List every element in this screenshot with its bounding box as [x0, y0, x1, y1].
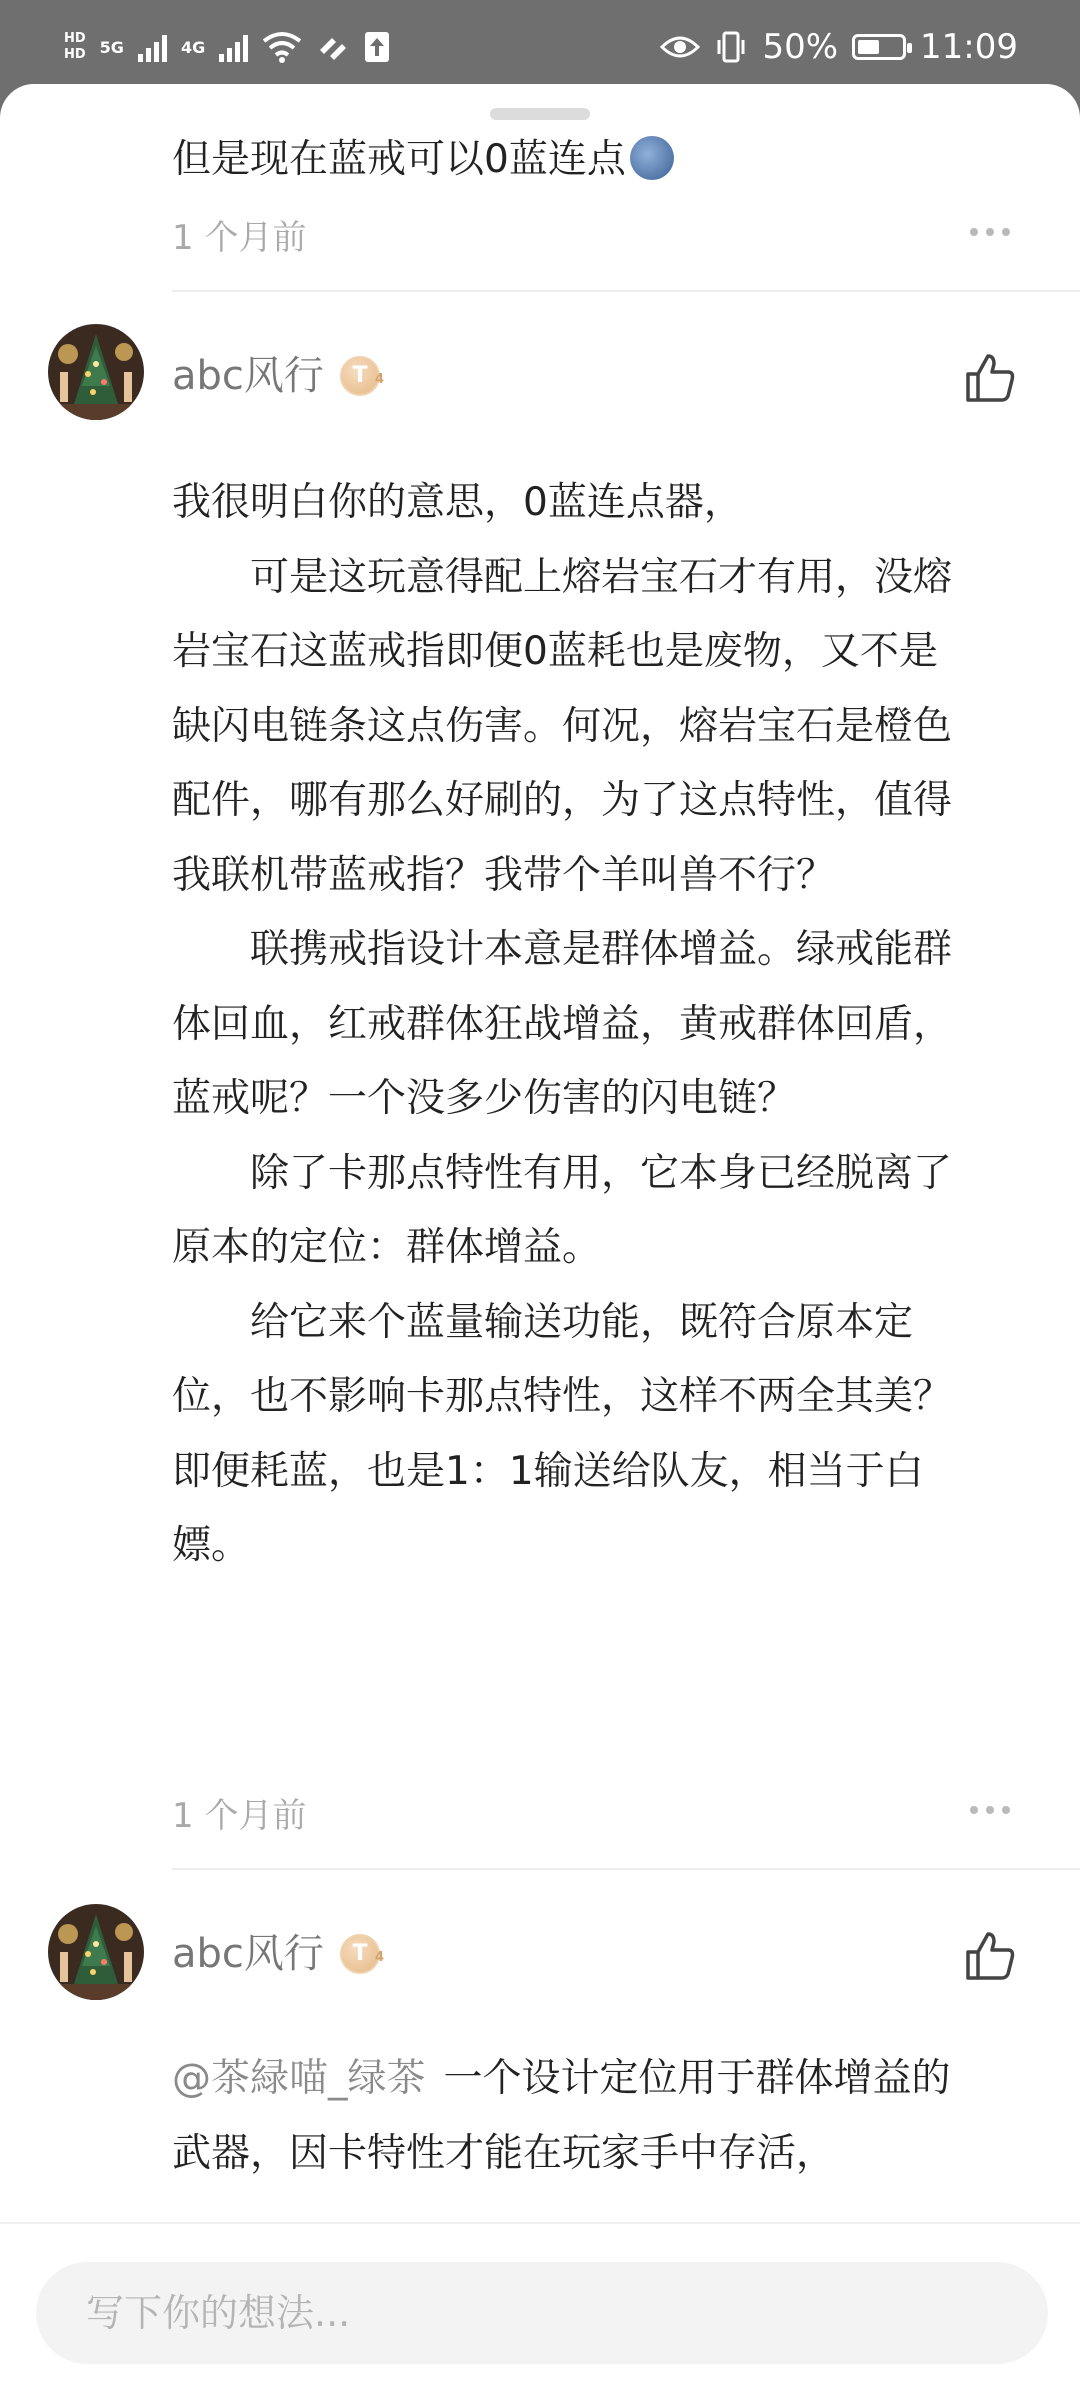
level-badge: T 4	[340, 1934, 380, 1974]
clock: 11:09	[920, 27, 1018, 67]
comment-input[interactable]: 写下你的想法...	[36, 2262, 1048, 2364]
vibrate-icon	[714, 30, 748, 64]
reply-text: 但是现在蓝戒可以0蓝连点	[172, 130, 1022, 190]
signal-icon	[138, 32, 167, 62]
moon-face-emoji	[630, 136, 674, 180]
battery-fill	[858, 40, 879, 54]
network-type-5g: 5G	[99, 37, 124, 57]
more-options-icon[interactable]	[970, 228, 1010, 238]
avatar[interactable]	[48, 1904, 144, 2000]
battery-icon	[852, 34, 906, 60]
thumbs-up-icon[interactable]	[962, 350, 1018, 406]
username[interactable]: abc风行	[172, 353, 324, 399]
user-mention[interactable]: @茶緑喵_绿茶	[172, 2056, 426, 2101]
level-badge: T 4	[340, 356, 380, 396]
avatar[interactable]	[48, 324, 144, 420]
comment-time: 1 个月前	[172, 1796, 307, 1836]
upload-icon	[364, 31, 390, 63]
network-type-4g: 4G	[180, 37, 206, 57]
comment-body: 我很明白你的意思，0蓝连点器， 可是这玩意得配上熔岩宝石才有用，没熔 岩宝石这蓝戒指即便0蓝耗也是废物，又不是 缺闪电链条这点伤害。何况，熔岩宝石是橙色 配件，哪有那么好刷的，为了这点特性，值得 我联机带蓝戒指？我带个羊叫兽不行？ 联携戒指设计本意是群体增益。绿戒能群 体回血，红戒群体狂战增益，黄戒群体回盾， 蓝戒呢？一个没多少伤害的闪电链？ 除了卡那点特性有用，它本身已经脱离了 原本的定位：群体增益。 给它来个蓝量输送功能，既符合原本定 位，也不影响卡那点特性，这样不两全其美？ 即便耗蓝，也是1：1输送给队友，相当于白 嫖。	[172, 480, 953, 1568]
comment-body: @茶緑喵_绿茶 一个设计定位用于群体增益的 武器，因卡特性才能在玩家手中存活，	[172, 2056, 951, 2176]
comment-sheet	[0, 84, 1080, 2400]
status-bar	[0, 0, 1080, 90]
more-options-icon[interactable]	[970, 1806, 1010, 1816]
reply-time: 1 个月前	[172, 218, 307, 258]
battery-percent: 50%	[762, 27, 839, 67]
comment-input-bar	[0, 2222, 1080, 2402]
wifi-icon	[262, 31, 302, 63]
divider	[172, 1868, 1080, 1870]
hd-indicator: HD HD	[64, 31, 86, 62]
data-sync-icon	[316, 32, 350, 62]
signal-icon-2	[219, 32, 248, 62]
drag-handle[interactable]	[490, 108, 590, 120]
username[interactable]: abc风行	[172, 1931, 324, 1977]
divider	[172, 290, 1080, 292]
eye-icon	[660, 33, 700, 61]
thumbs-up-icon[interactable]	[962, 1928, 1018, 1984]
